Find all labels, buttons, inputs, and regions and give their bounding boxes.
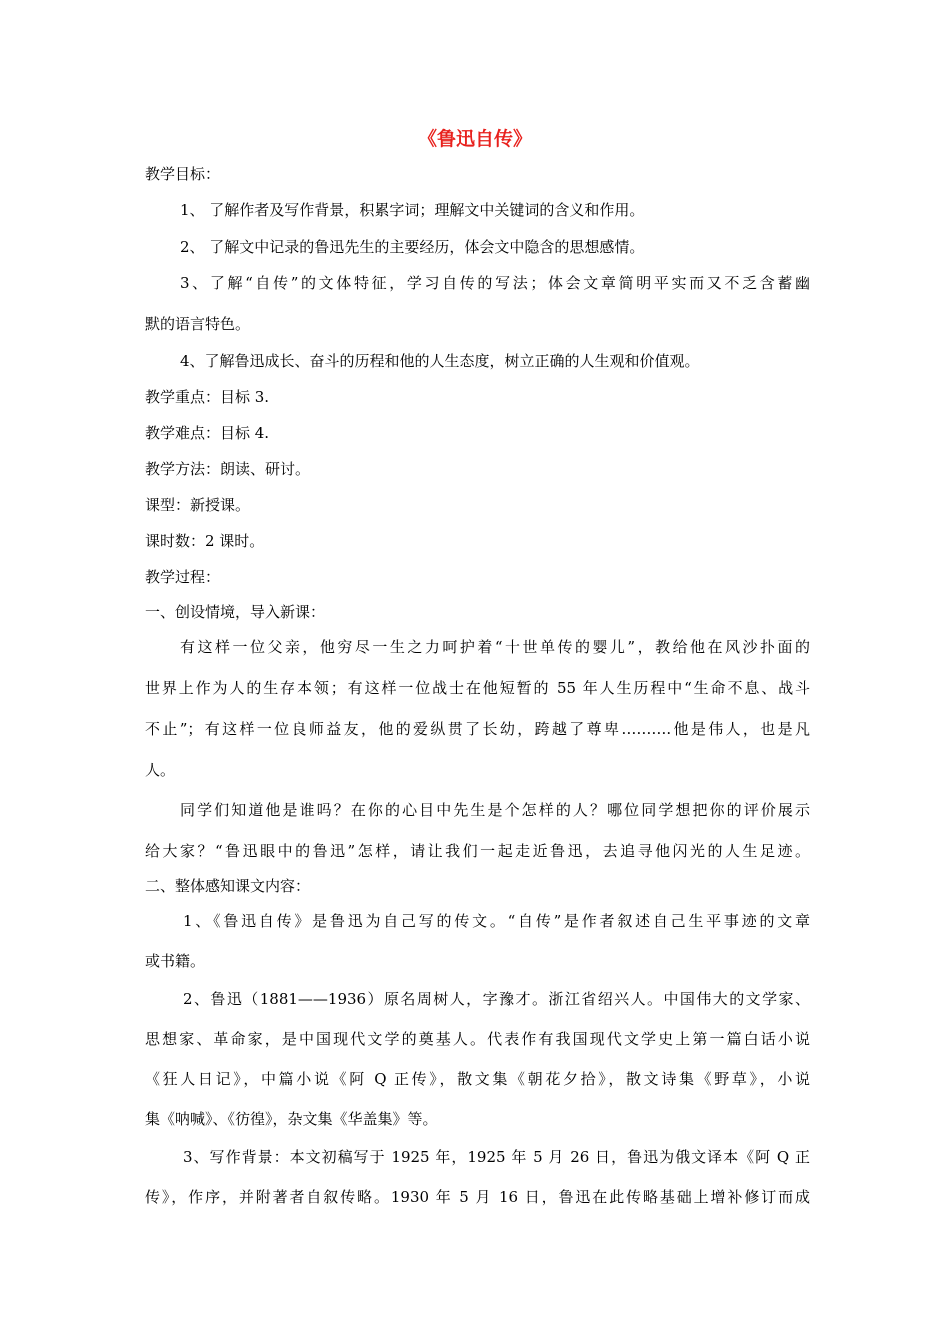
objective-item-continued: 默的语言特色。 — [145, 315, 251, 333]
info-class-hours: 课时数：2 课时。 — [145, 532, 265, 550]
paragraph-line: 或书籍。 — [145, 952, 206, 970]
info-lesson-type: 课型：新授课。 — [145, 496, 251, 514]
objective-item: 4、了解鲁迅成长、奋斗的历程和他的人生态度，树立正确的人生观和价值观。 — [180, 352, 700, 370]
paragraph-line: 有这样一位父亲，他穷尽一生之力呵护着“十世单传的婴儿”，教给他在风沙扑面的 — [180, 638, 810, 656]
paragraph-line: 不止”；有这样一位良师益友，他的爱纵贯了长幼，跨越了尊卑……….他是伟人，也是凡 — [145, 720, 810, 738]
section2-heading: 二、整体感知课文内容： — [145, 877, 311, 895]
paragraph-line: 世界上作为人的生存本领；有这样一位战士在他短暂的 55 年人生历程中“生命不息、战斗 — [145, 679, 810, 697]
info-difficulties: 教学难点：目标 4. — [145, 424, 270, 442]
objectives-heading: 教学目标： — [145, 165, 221, 183]
paragraph-line: 人。 — [145, 761, 176, 779]
objective-item: 3、了解“自传”的文体特征，学习自传的写法；体会文章简明平实而又不乏含蓄幽 — [180, 274, 810, 292]
info-process-heading: 教学过程： — [145, 568, 221, 586]
paragraph-line: 同学们知道他是谁吗？在你的心目中先生是个怎样的人？哪位同学想把你的评价展示 — [180, 801, 810, 819]
paragraph-line: 传》，作序，并附著者自叙传略。1930 年 5 月 16 日，鲁迅在此传略基础上增补修订而成 — [145, 1188, 810, 1206]
paragraph-line: 思想家、革命家，是中国现代文学的奠基人。代表作有我国现代文学史上第一篇白话小说 — [145, 1030, 810, 1048]
paragraph-line: 给大家？“鲁迅眼中的鲁迅”怎样，请让我们一起走近鲁迅，去追寻他闪光的人生足迹。 — [145, 842, 810, 860]
document-title: 《鲁迅自传》 — [417, 128, 532, 150]
objective-item: 2、 了解文中记录的鲁迅先生的主要经历，体会文中隐含的思想感情。 — [180, 238, 645, 256]
paragraph-line: 2、鲁迅（1881——1936）原名周树人，字豫才。浙江省绍兴人。中国伟大的文学家、 — [183, 990, 810, 1008]
paragraph-line: 3、写作背景：本文初稿写于 1925 年，1925 年 5 月 26 日，鲁迅为俄文译本《阿 Q 正 — [183, 1148, 810, 1166]
info-methods: 教学方法：朗读、研讨。 — [145, 460, 311, 478]
paragraph-line: 1、《鲁迅自传》是鲁迅为自己写的传文。“自传”是作者叙述自己生平事迹的文章 — [183, 912, 810, 930]
section1-heading: 一、创设情境，导入新课： — [145, 603, 326, 621]
paragraph-line: 集《呐喊》、《彷徨》，杂文集《华盖集》等。 — [145, 1110, 438, 1128]
paragraph-line: 《狂人日记》，中篇小说《阿 Q 正传》，散文集《朝花夕拾》，散文诗集《野草》，小说 — [145, 1070, 810, 1088]
info-key-points: 教学重点：目标 3. — [145, 388, 270, 406]
objective-item: 1、 了解作者及写作背景，积累字词；理解文中关键词的含义和作用。 — [180, 201, 645, 219]
